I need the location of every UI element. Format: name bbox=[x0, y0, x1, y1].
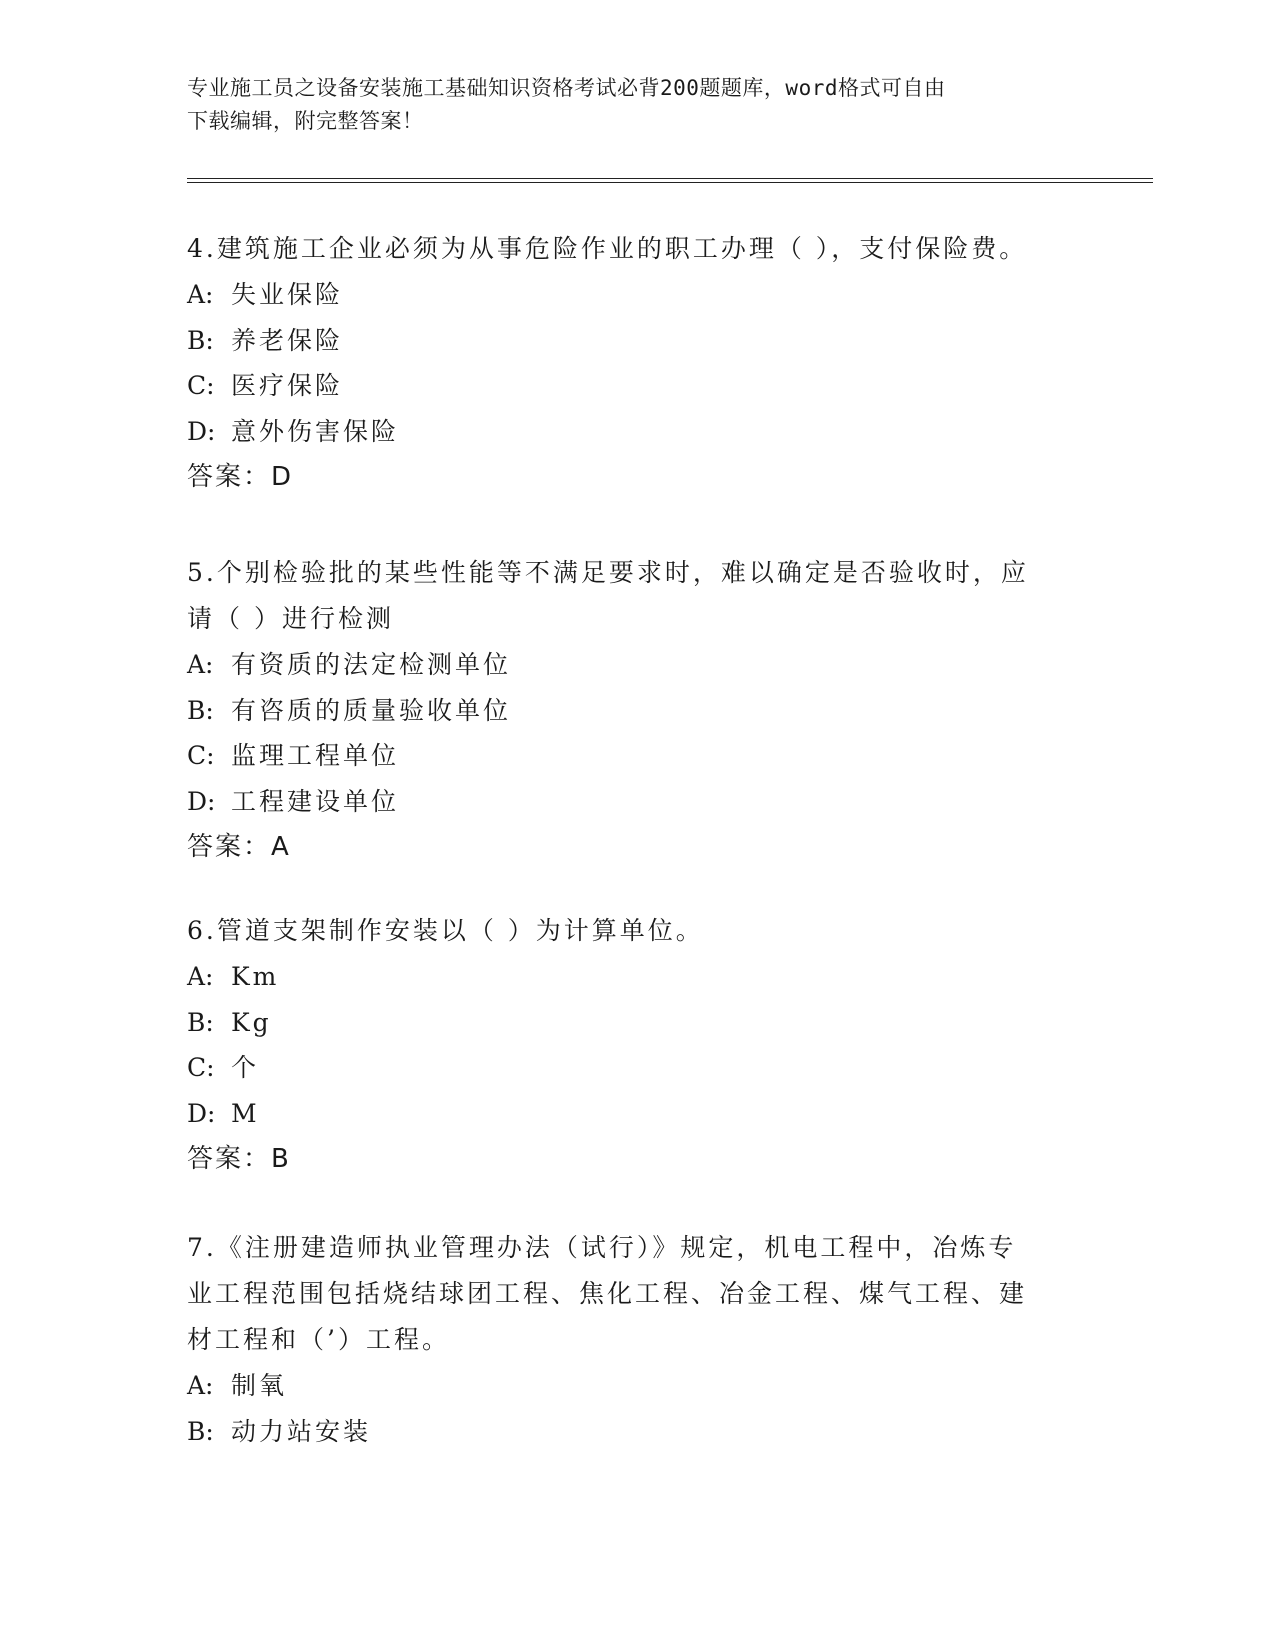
header-divider-top bbox=[187, 178, 1153, 179]
header-line-2: 下载编辑，附完整答案！ bbox=[187, 109, 424, 133]
document-header bbox=[187, 72, 1067, 138]
option-a bbox=[187, 954, 1067, 1000]
option-b bbox=[187, 318, 1067, 364]
question-stem-line: 业工程范围包括烧结球团工程、焦化工程、冶金工程、煤气工程、建 bbox=[187, 1279, 1028, 1308]
question-stem-line: 请（ ）进行检测 bbox=[187, 604, 394, 633]
answer-line: 答案：B bbox=[187, 1144, 291, 1174]
question-5 bbox=[187, 550, 1067, 870]
option-c bbox=[187, 1045, 1067, 1091]
question-stem bbox=[187, 226, 1067, 272]
option-key: C: bbox=[187, 741, 215, 770]
option-key: D: bbox=[187, 786, 216, 816]
question-stem-line: 5.个别检验批的某些性能等不满足要求时，难以确定是否验收时，应 bbox=[187, 558, 1029, 587]
answer-line: 答案：A bbox=[187, 832, 291, 862]
option-c bbox=[187, 733, 1067, 779]
option-text: 意外伤害保险 bbox=[231, 416, 400, 446]
option-a bbox=[187, 642, 1067, 688]
question-4 bbox=[187, 226, 1067, 500]
option-text: 制氧 bbox=[231, 1371, 288, 1400]
header-line-1: 专业施工员之设备安装施工基础知识资格考试必背200题题库，word格式可自由 bbox=[187, 76, 946, 100]
question-stem bbox=[187, 1225, 1067, 1363]
option-text: 个 bbox=[231, 1053, 260, 1082]
question-stem-line: 6.管道支架制作安装以（ ）为计算单位。 bbox=[187, 916, 704, 945]
answer-line: 答案：D bbox=[187, 462, 294, 492]
option-b bbox=[187, 1409, 1067, 1455]
header-divider-bottom bbox=[187, 182, 1153, 183]
option-text: 失业保险 bbox=[231, 280, 344, 309]
option-key: B: bbox=[187, 695, 214, 725]
option-key: C: bbox=[187, 1053, 215, 1082]
option-text: 有资质的法定检测单位 bbox=[231, 650, 512, 679]
option-text: 养老保险 bbox=[231, 325, 344, 355]
option-d bbox=[187, 779, 1067, 825]
option-text: 有咨质的质量验收单位 bbox=[231, 695, 512, 725]
option-a bbox=[187, 1363, 1067, 1409]
option-text: 工程建设单位 bbox=[231, 786, 400, 816]
option-key: A: bbox=[187, 650, 214, 679]
option-text: M bbox=[231, 1098, 260, 1128]
question-stem bbox=[187, 550, 1067, 642]
option-d bbox=[187, 1091, 1067, 1137]
option-text: 医疗保险 bbox=[231, 371, 344, 400]
option-text: Kg bbox=[231, 1007, 272, 1037]
option-text: 动力站安装 bbox=[231, 1416, 372, 1446]
option-text: 监理工程单位 bbox=[231, 741, 400, 770]
option-key: B: bbox=[187, 1416, 214, 1446]
question-7 bbox=[187, 1225, 1067, 1454]
option-key: C: bbox=[187, 371, 215, 400]
question-stem-line: 材工程和（’）工程。 bbox=[187, 1325, 450, 1354]
option-key: B: bbox=[187, 325, 214, 355]
option-key: B: bbox=[187, 1007, 214, 1037]
question-stem-line: 4.建筑施工企业必须为从事危险作业的职工办理（ ），支付保险费。 bbox=[187, 234, 1028, 263]
option-c bbox=[187, 363, 1067, 409]
question-6 bbox=[187, 908, 1067, 1182]
option-key: A: bbox=[187, 280, 214, 309]
question-stem bbox=[187, 908, 1067, 954]
option-key: D: bbox=[187, 1098, 216, 1128]
option-key: A: bbox=[187, 962, 214, 991]
question-stem-line: 7.《注册建造师执业管理办法（试行）》规定，机电工程中，冶炼专 bbox=[187, 1233, 1017, 1262]
option-key: D: bbox=[187, 416, 216, 446]
option-d bbox=[187, 409, 1067, 455]
option-text: Km bbox=[231, 962, 280, 991]
option-key: A: bbox=[187, 1371, 214, 1400]
option-b bbox=[187, 1000, 1067, 1046]
option-b bbox=[187, 688, 1067, 734]
option-a bbox=[187, 272, 1067, 318]
